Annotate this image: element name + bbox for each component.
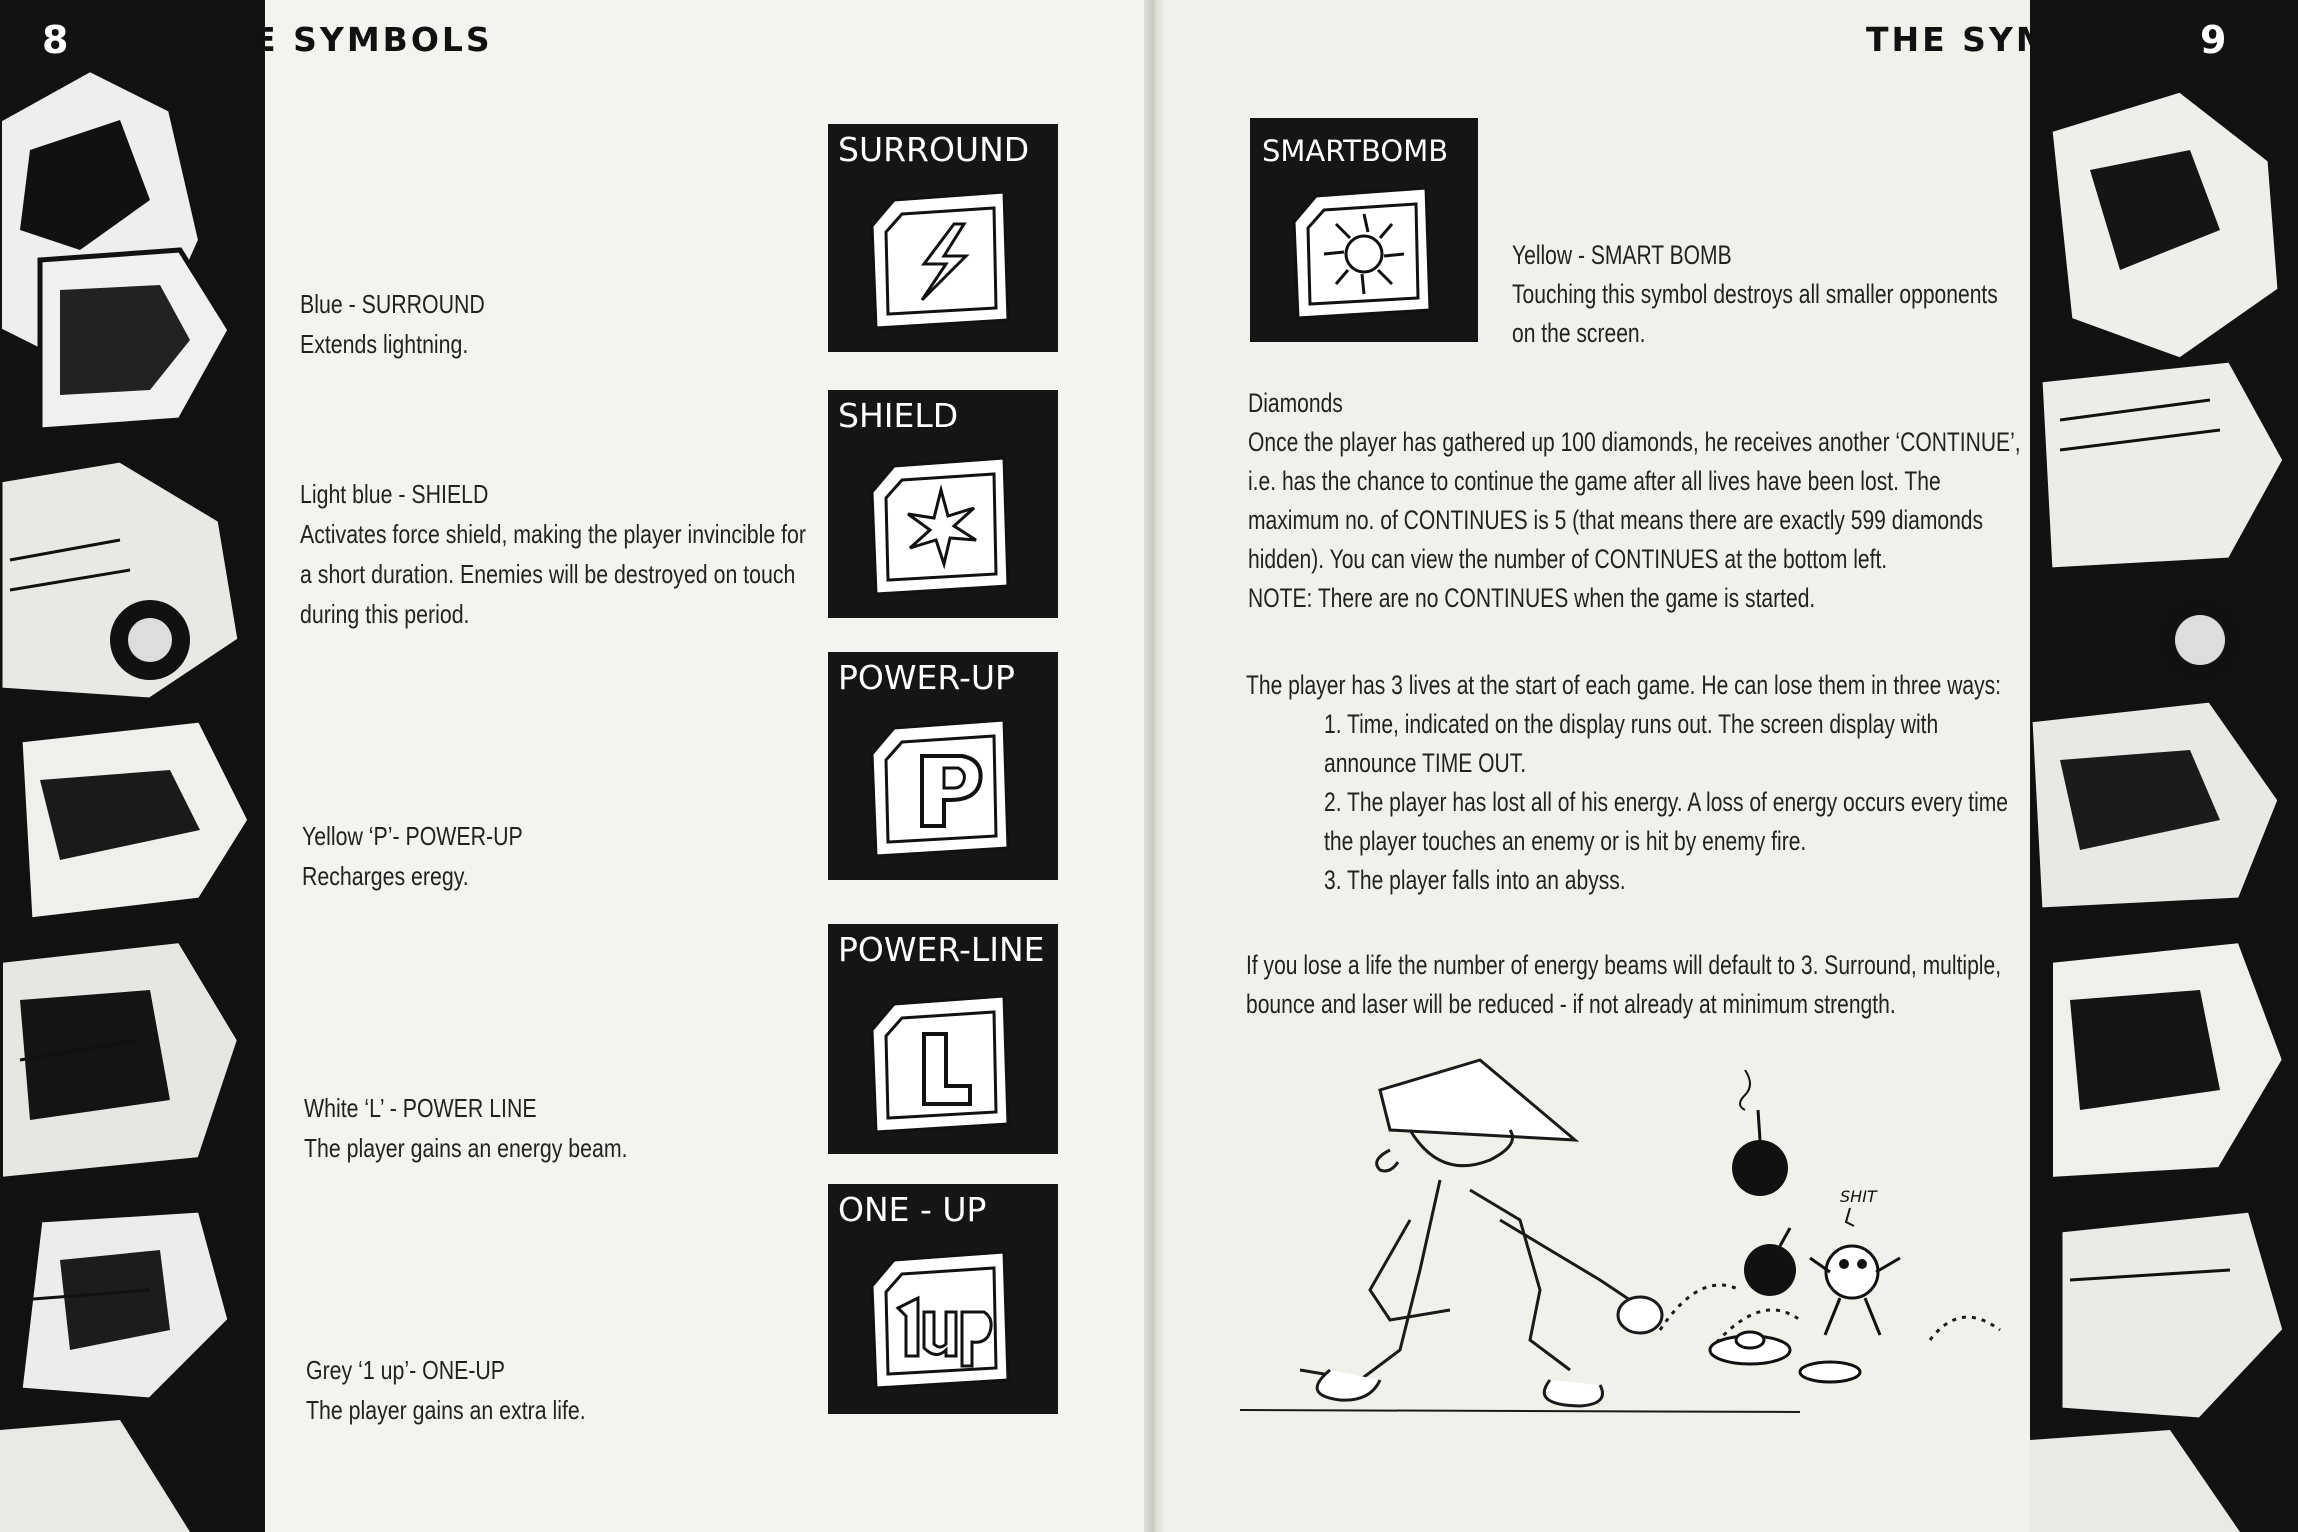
power-up-symbol-label: POWER-UP — [838, 658, 1015, 697]
power-line-description — [304, 1088, 628, 1168]
diamonds-text-line: Once the player has gathered up 100 diamonds, he receives another ‘CONTINUE’, — [1248, 427, 2021, 457]
power-up-text: Recharges eregy. — [302, 861, 469, 891]
power-line-text: The player gains an energy beam. — [304, 1133, 628, 1163]
sun-burst-icon — [1288, 184, 1438, 329]
cartoon-illustration — [1240, 1050, 2040, 1430]
diamonds-text-line: NOTE: There are no CONTINUES when the game is started. — [1248, 583, 1816, 613]
shield-description — [300, 474, 806, 634]
lightning-icon — [866, 188, 1016, 338]
star-icon — [866, 454, 1016, 604]
lose-life-text-line: If you lose a life the number of energy beams will default to 3. Surround, multiple, — [1246, 950, 2002, 980]
l-letter-icon — [866, 992, 1016, 1142]
power-line-symbol-label: POWER-LINE — [838, 930, 1045, 969]
smartbomb-title: Yellow - SMART BOMB — [1512, 240, 1732, 270]
shield-title: Light blue - SHIELD — [300, 479, 489, 509]
smartbomb-symbol-label: SMARTBOMB — [1262, 134, 1449, 168]
lives-way-line: announce TIME OUT. — [1324, 748, 1527, 778]
surround-description — [300, 284, 485, 364]
shield-text-line: a short duration. Enemies will be destroyed on touch — [300, 559, 796, 589]
power-line-symbol — [828, 924, 1058, 1154]
one-up-icon — [866, 1248, 1016, 1398]
power-up-description — [302, 816, 523, 896]
diamonds-title: Diamonds — [1248, 388, 1343, 418]
diamonds-text-line: i.e. has the chance to continue the game after all lives have been lost. The — [1248, 466, 1941, 496]
surround-title: Blue - SURROUND — [300, 289, 485, 319]
surround-symbol-label: SURROUND — [838, 130, 1030, 169]
page-number-left: 8 — [42, 18, 69, 62]
power-line-title: White ‘L’ - POWER LINE — [304, 1093, 537, 1123]
diamonds-text-line: maximum no. of CONTINUES is 5 (that means there are exactly 599 diamonds — [1248, 505, 1984, 535]
lives-ways-list — [1324, 705, 2008, 900]
shield-symbol-label: SHIELD — [838, 396, 959, 435]
surround-symbol — [828, 124, 1058, 352]
lose-life-section — [1246, 946, 2001, 1024]
book-gutter — [1144, 0, 1164, 1532]
lives-way-line: 1. Time, indicated on the display runs out. The screen display with — [1324, 709, 1939, 739]
diamonds-text-line: hidden). You can view the number of CONTINUES at the bottom left. — [1248, 544, 1888, 574]
shield-text-line: Activates force shield, making the player invincible for — [300, 519, 807, 549]
p-letter-icon — [866, 716, 1016, 866]
smartbomb-text-line: on the screen. — [1512, 318, 1646, 348]
lives-way-line: 3. The player falls into an abyss. — [1324, 865, 1626, 895]
diamonds-section — [1248, 384, 2021, 618]
smartbomb-description — [1512, 236, 1998, 353]
shield-symbol — [828, 390, 1058, 618]
shield-text-line: during this period. — [300, 599, 470, 629]
one-up-title: Grey ‘1 up’- ONE-UP — [306, 1355, 506, 1385]
smartbomb-text-line: Touching this symbol destroys all smaller opponents — [1512, 279, 1998, 309]
power-up-symbol — [828, 652, 1058, 880]
cartoon-caption: SHIT — [1840, 1187, 1877, 1206]
one-up-text: The player gains an extra life. — [306, 1395, 586, 1425]
lives-way-line: 2. The player has lost all of his energy. A loss of energy occurs every time — [1324, 787, 2009, 817]
robot-artwork-right — [2030, 0, 2298, 1532]
one-up-symbol — [828, 1184, 1058, 1414]
surround-text: Extends lightning. — [300, 329, 469, 359]
robot-artwork-left — [0, 0, 265, 1532]
one-up-description — [306, 1350, 586, 1430]
one-up-symbol-label: ONE - UP — [838, 1190, 987, 1229]
lose-life-text-line: bounce and laser will be reduced - if not already at minimum strength. — [1246, 989, 1896, 1019]
page-number-right: 9 — [2200, 18, 2227, 62]
lives-way-line: the player touches an enemy or is hit by enemy fire. — [1324, 826, 1807, 856]
power-up-title: Yellow ‘P’- POWER-UP — [302, 821, 523, 851]
smartbomb-symbol — [1250, 118, 1478, 342]
lives-intro: The player has 3 lives at the start of each game. He can lose them in three ways: — [1246, 670, 2002, 700]
